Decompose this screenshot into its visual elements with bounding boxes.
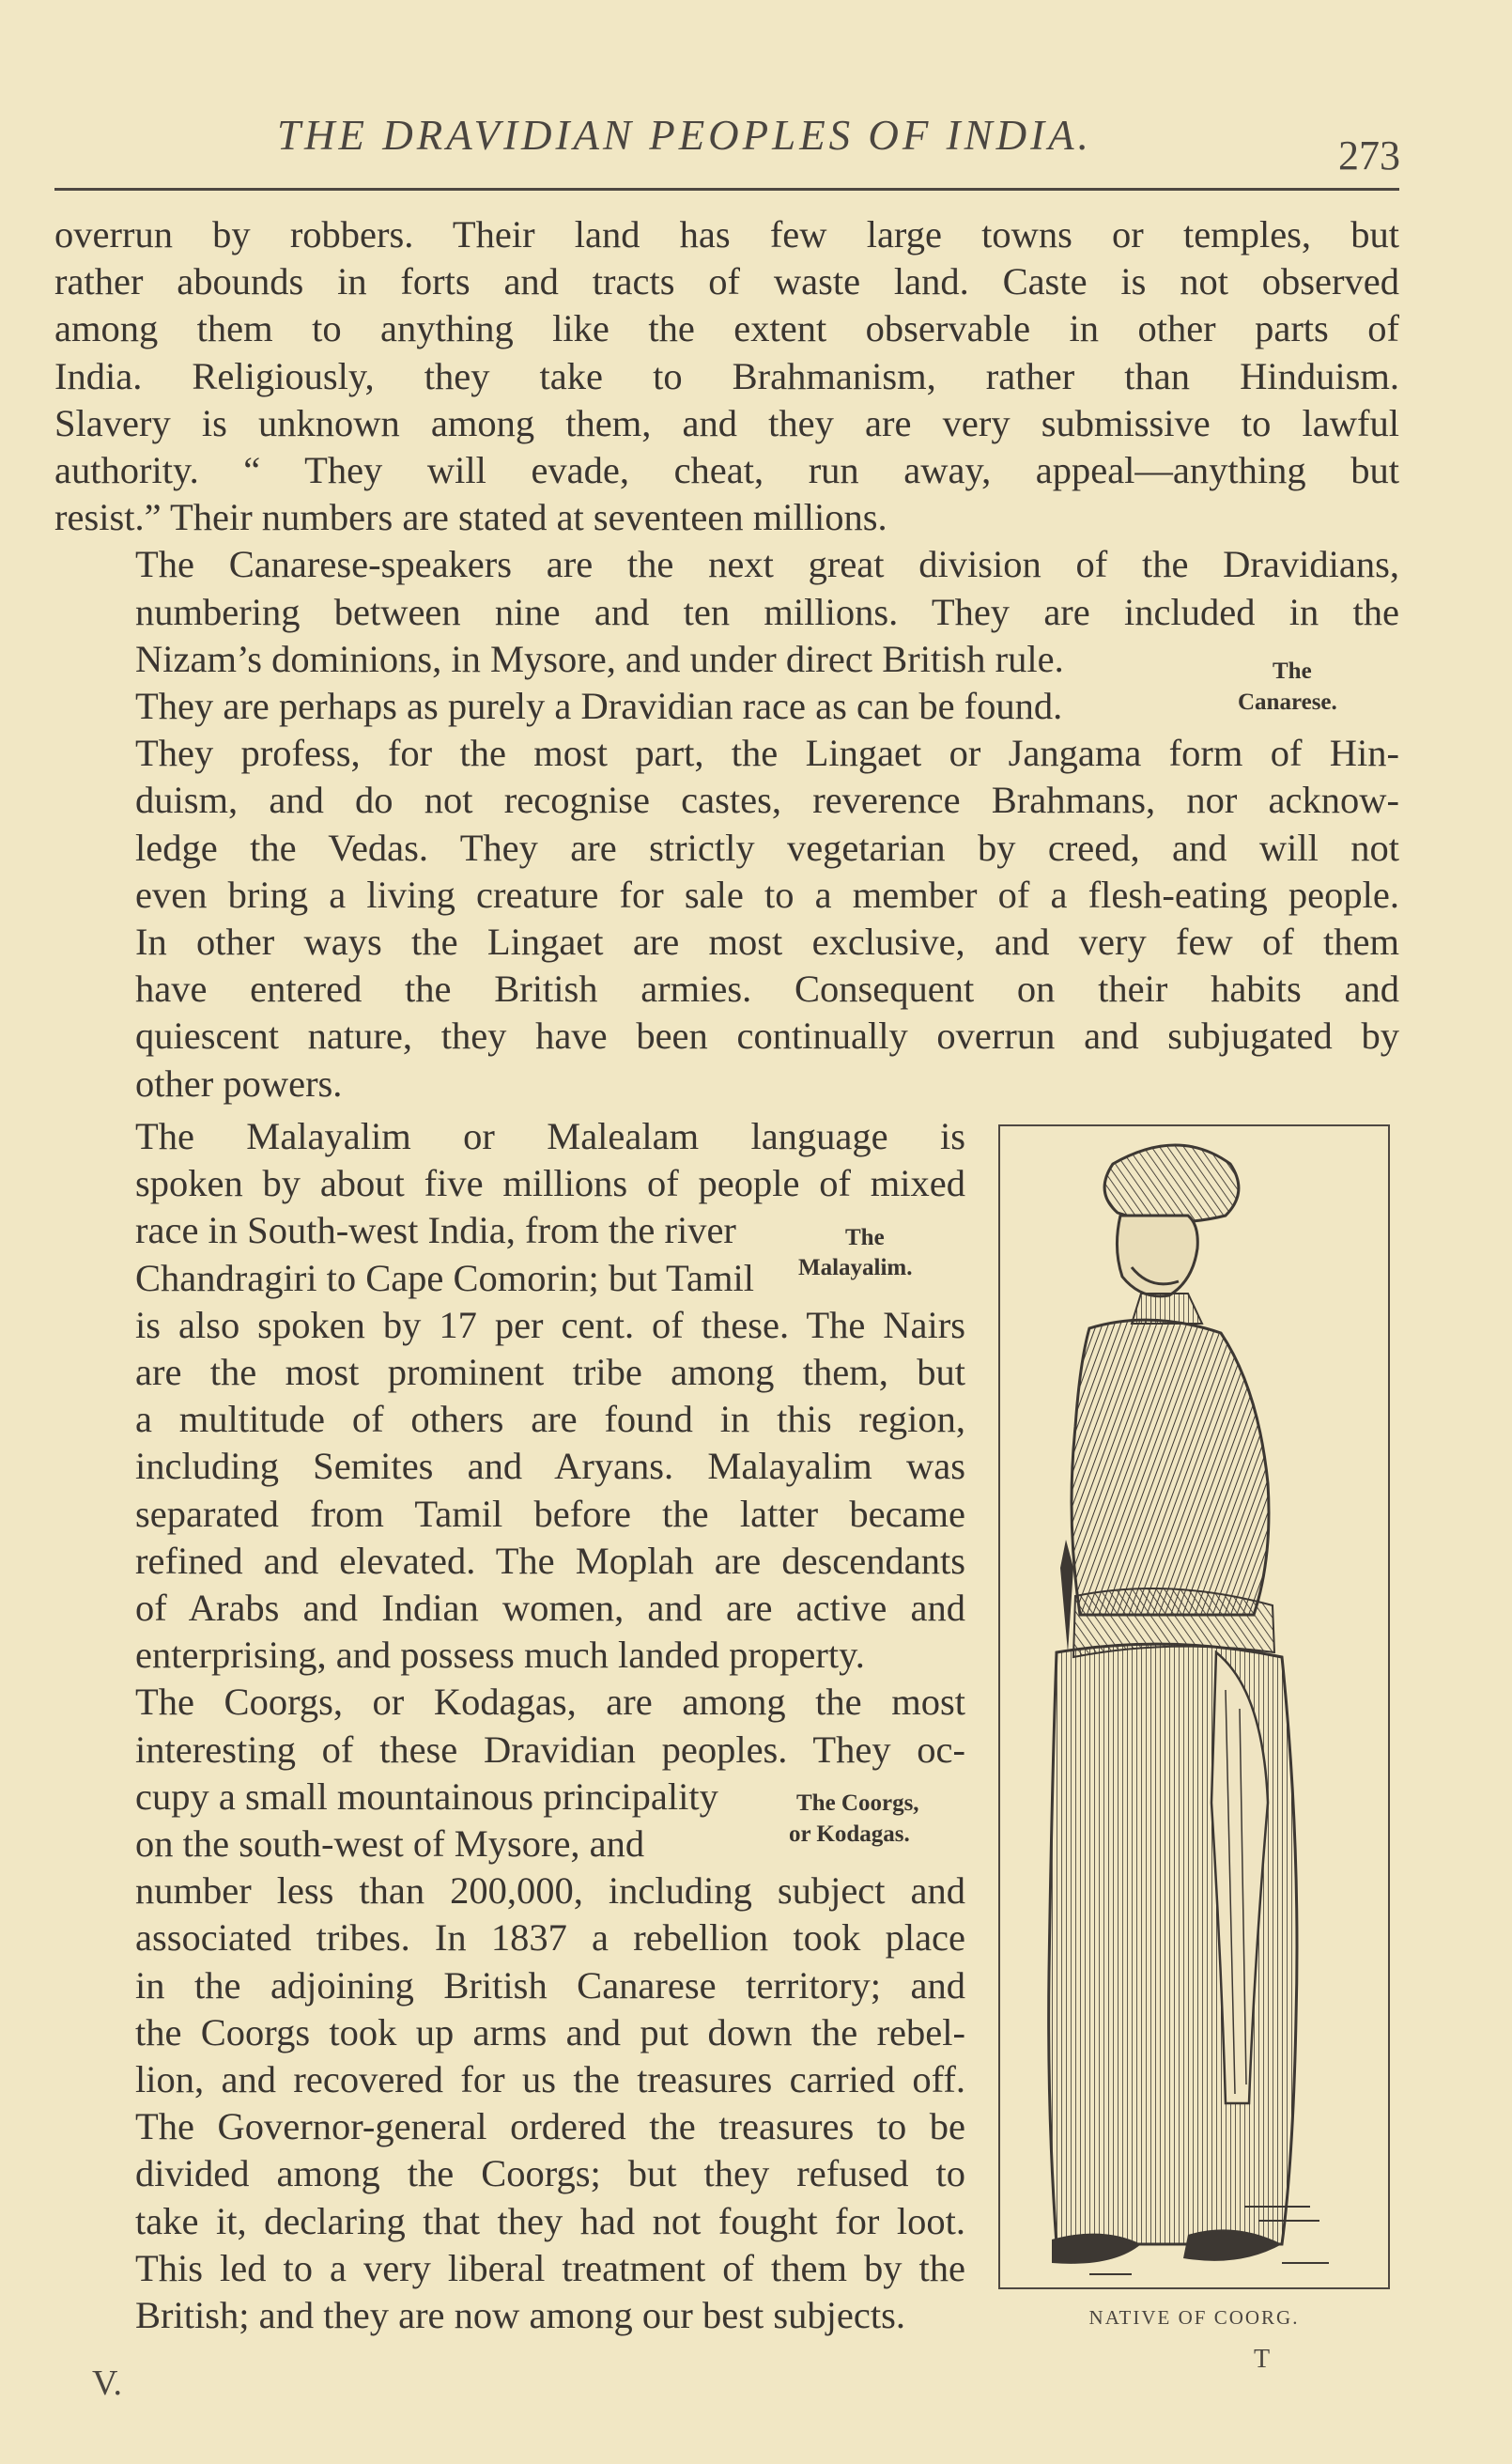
paragraph-malayalim <box>54 1113 965 1679</box>
text-line: India. Religiously, they take to Brahmanism, rather than Hinduism. <box>54 354 1399 397</box>
running-head <box>0 111 1512 177</box>
text-line: a multitude of others are found in this region, <box>135 1398 965 1441</box>
text-line: resist.” Their numbers are stated at seventeen millions. <box>54 496 887 539</box>
text-line: The Malayalim or Malealam language is <box>135 1115 965 1157</box>
text-line: numbering between nine and ten millions. They are included in the <box>135 590 1399 633</box>
column-text <box>54 1113 965 2339</box>
coorg-native-engraving-icon <box>1000 1126 1388 2287</box>
text-line: is also spoken by 17 per cent. of these. The Nairs <box>135 1303 965 1346</box>
text-line: British; and they are now among our best subjects. <box>135 2294 905 2337</box>
side-note-canarese-line1: The <box>1273 659 1312 684</box>
paragraph-coorgs <box>54 1679 965 2339</box>
text-line: duism, and do not recognise castes, reverence Brahmans, nor acknow- <box>135 779 1399 822</box>
side-note-canarese-line2: Canarese. <box>1238 690 1337 715</box>
text-line: cupy a small mountainous principality <box>135 1774 718 1818</box>
text-line: The Coorgs, or Kodagas, are among the most <box>135 1681 965 1724</box>
text-line: have entered the British armies. Consequent on their habits and <box>135 968 1399 1011</box>
text-line: quiescent nature, they have been continually overrun and subjugated by <box>135 1015 1399 1058</box>
text-line: rather abounds in forts and tracts of waste land. Caste is not observed <box>54 260 1399 303</box>
text-line: associated tribes. In 1837 a rebellion took place <box>135 1916 965 1960</box>
running-title: THE DRAVIDIAN PEOPLES OF INDIA. <box>277 112 1092 159</box>
text-line: lion, and recovered for us the treasures carried off. <box>135 2058 965 2101</box>
text-line: This led to a very liberal treatment of them by the <box>135 2246 965 2289</box>
text-line: race in South-west India, from the river <box>135 1209 736 1252</box>
text-line: enterprising, and possess much landed property. <box>135 1634 865 1677</box>
text-line: the Coorgs took up arms and put down the rebel- <box>135 2010 965 2053</box>
text-line: overrun by robbers. Their land has few large towns or temples, but <box>54 213 1399 256</box>
header-rule <box>54 188 1399 191</box>
text-line: They profess, for the most part, the Lingaet or Jangama form of Hin- <box>135 732 1399 775</box>
text-line: They are perhaps as purely a Dravidian race as can be found. <box>135 685 1063 728</box>
text-line: on the south-west of Mysore, and <box>135 1822 645 1866</box>
figure-frame <box>998 1124 1390 2289</box>
text-line: among them to anything like the extent observable in other parts of <box>54 307 1399 350</box>
signature-mark-left: V. <box>92 2363 123 2403</box>
side-note-malayalim-line1: The <box>845 1225 885 1250</box>
signature-mark-right: T <box>1254 2345 1271 2374</box>
paragraph-canarese <box>54 541 1399 1107</box>
text-line: take it, declaring that they had not fought for loot. <box>135 2199 965 2242</box>
text-line: other powers. <box>135 1062 343 1105</box>
full-width-text <box>54 211 1399 1108</box>
text-line: of Arabs and Indian women, and are active and <box>135 1587 965 1630</box>
text-line: Nizam’s dominions, in Mysore, and under direct British rule. <box>135 637 1064 680</box>
figure-caption: NATIVE OF COORG. <box>1088 2306 1300 2329</box>
page-number: 273 <box>1338 132 1400 178</box>
text-line: divided among the Coorgs; but they refused to <box>135 2152 965 2195</box>
text-line: ledge the Vedas. They are strictly vegetarian by creed, and will not <box>135 826 1399 869</box>
text-line: even bring a living creature for sale to a member of a flesh-eating people. <box>135 873 1399 916</box>
paragraph-bhil-continuation <box>54 211 1399 541</box>
text-line: authority. “ They will evade, cheat, run away, appeal—anything but <box>54 449 1399 492</box>
text-line: refined and elevated. The Moplah are descendants <box>135 1539 965 1582</box>
side-note-coorgs-line2: or Kodagas. <box>789 1821 910 1847</box>
side-note-malayalim-line2: Malayalim. <box>798 1255 913 1280</box>
text-line: including Semites and Aryans. Malayalim was <box>135 1445 965 1488</box>
text-line: are the most prominent tribe among them, but <box>135 1351 965 1394</box>
side-note-coorgs-line1: The Coorgs, <box>796 1790 919 1816</box>
text-line: separated from Tamil before the latter became <box>135 1492 965 1535</box>
text-line: spoken by about five millions of people of mixed <box>135 1162 965 1205</box>
text-line: The Governor-general ordered the treasures to be <box>135 2105 965 2148</box>
text-line: Slavery is unknown among them, and they are very submissive to lawful <box>54 401 1399 444</box>
text-line: interesting of these Dravidian peoples. They oc- <box>135 1728 965 1771</box>
text-line: In other ways the Lingaet are most exclusive, and very few of them <box>135 921 1399 964</box>
text-line: Chandragiri to Cape Comorin; but Tamil <box>135 1256 754 1299</box>
text-line: number less than 200,000, including subject and <box>135 1869 965 1913</box>
text-line: The Canarese-speakers are the next great division of the Dravidians, <box>135 543 1399 586</box>
text-line: in the adjoining British Canarese territory; and <box>135 1963 965 2007</box>
